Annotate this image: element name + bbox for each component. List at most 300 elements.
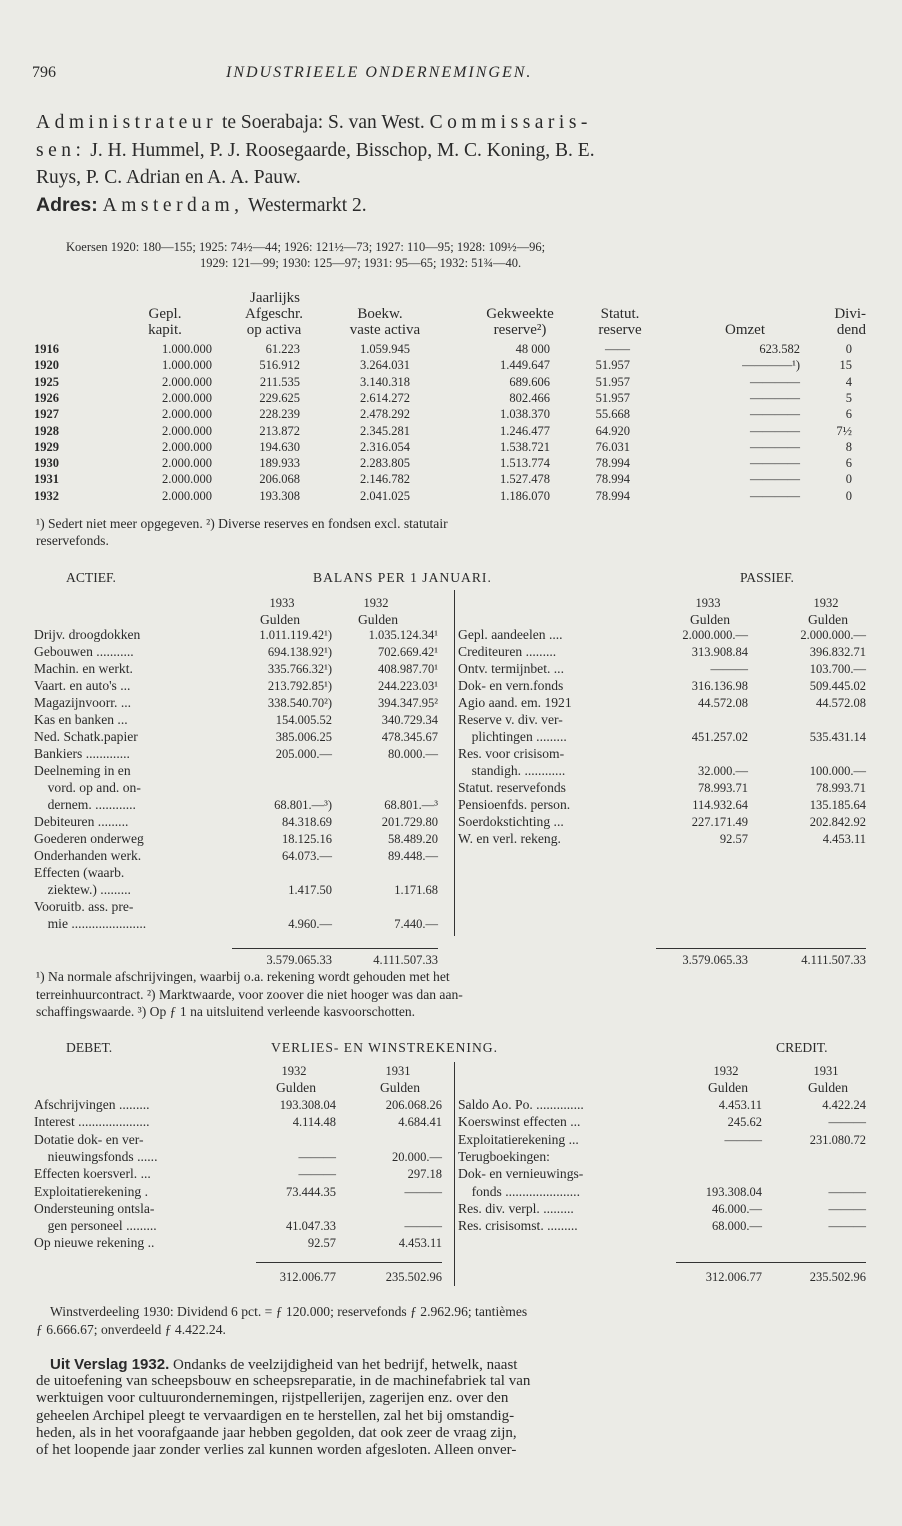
actief-item-label: Effecten (waarb. <box>34 865 125 880</box>
actief-item <box>34 644 224 660</box>
stats-boekw: 2.316.054 <box>360 439 410 454</box>
debet-item-label: Interest <box>34 1114 75 1130</box>
stats-statut: 78.994 <box>595 488 630 503</box>
credit-value-1931: 231.080.72 <box>809 1132 866 1147</box>
actief-total-rule <box>232 948 438 949</box>
actief-item-label: mie <box>34 916 68 931</box>
stats-gekweekte: 1.449.647 <box>500 358 550 373</box>
passief-value-1933: 316.136.98 <box>691 679 748 693</box>
leader-dots: ........... <box>92 644 134 659</box>
passief-item <box>458 661 658 677</box>
credit-label: CREDIT. <box>776 1040 828 1055</box>
stats-statut: 78.994 <box>595 472 630 487</box>
year-1933: 1933 <box>695 596 721 610</box>
stats-dividend: 0 <box>845 488 852 503</box>
debet-total-1931: 235.502.96 <box>385 1270 442 1284</box>
stats-dividend: 0 <box>845 342 852 356</box>
credit-value-1931: ——— <box>828 1115 866 1130</box>
intro-text: Ruys, P. C. Adrian en A. A. Pauw. <box>36 167 301 188</box>
debet-value-1932: 193.308.04 <box>279 1098 336 1112</box>
actief-value-1933: 64.073.— <box>282 849 332 863</box>
passief-value-1932: 44.572.08 <box>816 696 866 710</box>
leader-dots: ...................... <box>67 916 147 931</box>
passief-item <box>458 729 658 745</box>
stats-dividend: 15 <box>839 358 852 373</box>
credit-item-label: fonds <box>458 1183 502 1199</box>
actief-total-1932: 4.111.507.33 <box>373 953 438 967</box>
passief-item-label: Gepl. aandeelen <box>458 627 546 642</box>
actief-value-1933: 338.540.70²) <box>267 696 332 710</box>
credit-value-1932: ——— <box>724 1132 762 1147</box>
passief-item <box>458 712 658 728</box>
vw-divider <box>454 1062 455 1286</box>
stats-year: 1930 <box>34 456 59 471</box>
stats-afgeschr: 189.933 <box>259 456 300 471</box>
stats-omzet: ———— <box>750 407 800 422</box>
actief-item <box>34 661 224 677</box>
leader-dots: ... <box>117 695 132 710</box>
stats-boekw: 2.345.281 <box>360 423 410 438</box>
actief-item-label: ziektew.) <box>34 882 97 897</box>
balans-divider <box>454 590 455 936</box>
actief-value-1932: 408.987.70¹ <box>378 662 438 676</box>
credit-item <box>458 1218 688 1234</box>
intro-text: J. H. Hummel, P. J. Roosegaarde, Bisschop, M. C. Koning, B. E. <box>85 140 595 161</box>
actief-item <box>34 712 224 728</box>
leader-dots: .. <box>144 1235 155 1251</box>
passief-value-1932: 4.453.11 <box>822 832 866 846</box>
balans-title: BALANS PER 1 JANUARI. <box>313 570 492 585</box>
debet-value-1932: ——— <box>298 1149 336 1164</box>
debet-value-1932: 73.444.35 <box>286 1184 336 1199</box>
actief-total-1933: 3.579.065.33 <box>266 953 332 967</box>
debet-item-label: Exploitatierekening <box>34 1183 142 1199</box>
passief-item-label: Statut. reservefonds <box>458 780 566 795</box>
stats-afgeschr: 206.068 <box>259 472 300 487</box>
year-1932: 1932 <box>713 1064 739 1078</box>
leader-dots: .............. <box>532 1097 584 1112</box>
passief-total-1932: 4.111.507.33 <box>801 953 866 967</box>
leader-dots: ......... <box>522 644 557 659</box>
header-boekw: Boekw. <box>357 306 403 322</box>
passief-item <box>458 763 658 779</box>
header-op-activa: op activa <box>246 322 302 338</box>
stats-omzet: ———— <box>750 374 800 389</box>
stats-year: 1916 <box>34 342 59 356</box>
running-title: INDUSTRIEELE ONDERNEMINGEN. <box>226 64 533 81</box>
stats-statut: 78.994 <box>595 456 630 471</box>
debet-value-1931: ——— <box>404 1184 442 1199</box>
header-omzet: Omzet <box>725 322 765 338</box>
actief-item <box>34 831 224 847</box>
credit-value-1932: 46.000.— <box>712 1201 762 1216</box>
stats-gekweekte: 689.606 <box>509 374 550 389</box>
verslag-text-0: Ondanks de veelzijdigheid van het bedrijf, hetwelk, naast <box>169 1357 518 1373</box>
passief-item-label: Agio aand. em. 1921 <box>458 695 572 710</box>
credit-total-1932: 312.006.77 <box>705 1270 762 1284</box>
actief-item <box>34 797 224 813</box>
stats-kapit: 2.000.000 <box>162 390 212 405</box>
stats-year: 1925 <box>34 374 59 389</box>
passief-value-1932: 396.832.71 <box>809 645 866 659</box>
passief-item <box>458 644 658 660</box>
credit-item <box>458 1184 688 1200</box>
credit-item <box>458 1201 688 1217</box>
year-1932: 1932 <box>813 596 839 610</box>
stats-kapit: 2.000.000 <box>162 472 212 487</box>
stats-year: 1932 <box>34 488 59 503</box>
actief-value-1933: 694.138.92¹) <box>267 645 332 659</box>
vw-title: VERLIES- EN WINSTREKENING. <box>271 1040 498 1055</box>
leader-dots: ... <box>566 1114 581 1130</box>
debet-item <box>34 1132 260 1148</box>
debet-label: DEBET. <box>66 1040 113 1055</box>
passief-value-1933: 114.932.64 <box>692 798 748 812</box>
leader-dots: ... <box>550 661 564 676</box>
stats-year: 1931 <box>34 472 59 487</box>
stats-gekweekte: 1.186.070 <box>500 488 550 503</box>
passief-total-rule <box>656 948 866 949</box>
page-number: 796 <box>32 64 56 81</box>
debet-item <box>34 1166 260 1182</box>
passief-value-1932: 535.431.14 <box>809 730 866 744</box>
passief-value-1932: 202.842.92 <box>809 815 866 829</box>
stats-boekw: 2.614.272 <box>360 390 410 405</box>
stats-statut: —— <box>605 342 630 356</box>
passief-item <box>458 831 658 847</box>
stats-gekweekte: 1.538.721 <box>500 439 550 454</box>
credit-item <box>458 1166 688 1182</box>
stats-boekw: 2.283.805 <box>360 456 410 471</box>
stats-afgeschr: 516.912 <box>259 358 300 373</box>
verslag-line: geheelen Archipel pleegt te vervaardigen en te herstellen, zal het bij omstandig- <box>36 1407 515 1424</box>
passief-value-1932: 100.000.— <box>809 764 866 778</box>
actief-value-1933: 205.000.— <box>275 747 332 761</box>
actief-item-label: dernem. <box>34 797 92 812</box>
intro-line <box>36 112 592 134</box>
actief-item-label: vord. op and. on- <box>34 780 141 795</box>
actief-value-1932: 7.440.— <box>394 917 438 931</box>
stats-dividend: 8 <box>845 439 852 454</box>
stats-omzet: ———— <box>750 472 800 487</box>
balans-footnote-1: ¹) Na normale afschrijvingen, waarbij o.a. rekening wordt gehouden met het <box>36 969 450 984</box>
actief-value-1932: 80.000.— <box>388 747 438 761</box>
credit-value-1932: 193.308.04 <box>705 1184 762 1199</box>
leader-dots: ............. <box>82 746 130 761</box>
actief-value-1933: 154.005.52 <box>275 713 332 727</box>
stats-boekw: 3.140.318 <box>360 374 410 389</box>
intro-text: Adres: <box>36 194 98 216</box>
leader-dots: ......... <box>94 814 129 829</box>
intro-text: Administrateur <box>36 112 218 133</box>
currency: Gulden <box>689 612 731 627</box>
stats-gekweekte: 48 000 <box>515 342 550 356</box>
leader-dots: ... <box>114 712 128 727</box>
stats-dividend: 6 <box>845 456 852 471</box>
stats-kapit: 2.000.000 <box>162 423 212 438</box>
stats-omzet: ———— <box>750 423 800 438</box>
passief-value-1933: 227.171.49 <box>691 815 748 829</box>
actief-item <box>34 882 224 898</box>
passief-value-1932: 78.993.71 <box>816 781 866 795</box>
verslag-line: heden, als in het voorafgaande jaar hebben gegolden, dat ook zeer de vraag zijn, <box>36 1424 517 1441</box>
debet-value-1932: 4.114.48 <box>292 1115 336 1130</box>
leader-dots: ..................... <box>74 1114 150 1130</box>
header-gepl: Gepl. <box>148 306 182 322</box>
credit-item <box>458 1114 688 1130</box>
passief-item-label: Dok- en vern.fonds <box>458 678 564 693</box>
debet-value-1931: 4.684.41 <box>398 1115 442 1130</box>
actief-item <box>34 627 224 643</box>
credit-value-1932: 4.453.11 <box>718 1098 762 1112</box>
currency: Gulden <box>807 1080 849 1095</box>
passief-value-1933: 32.000.— <box>698 764 748 778</box>
credit-value-1931: ——— <box>828 1201 866 1216</box>
stats-statut: 51.957 <box>595 374 630 389</box>
credit-value-1931: ——— <box>828 1219 866 1234</box>
actief-item-label: Debiteuren <box>34 814 95 829</box>
actief-value-1933: 1.417.50 <box>288 883 332 897</box>
credit-item-label: Koerswinst effecten <box>458 1114 567 1130</box>
passief-value-1933: 78.993.71 <box>698 781 748 795</box>
debet-value-1931: 206.068.26 <box>385 1098 442 1112</box>
actief-value-1932: 58.489.20 <box>388 832 438 846</box>
passief-value-1932: 2.000.000.— <box>800 628 866 642</box>
credit-value-1931: 4.422.24 <box>822 1098 866 1112</box>
stats-kapit: 1.000.000 <box>162 358 212 373</box>
leader-dots: ... <box>565 1131 579 1147</box>
passief-value-1933: ——— <box>710 662 748 676</box>
stats-dividend: 5 <box>845 390 852 405</box>
header-gekweekte: Gekweekte <box>486 306 554 322</box>
actief-item <box>34 678 224 694</box>
actief-item-label: Vaart. en auto's <box>34 678 117 693</box>
stats-statut: 76.031 <box>595 439 630 454</box>
debet-item <box>34 1184 260 1200</box>
currency: Gulden <box>275 1080 317 1095</box>
leader-dots: .... <box>545 627 563 642</box>
stats-gekweekte: 1.038.370 <box>500 407 550 422</box>
verslag-line-0 <box>50 1356 517 1374</box>
debet-item <box>34 1097 260 1113</box>
credit-item <box>458 1097 688 1113</box>
header-reserve: reserve <box>598 322 642 338</box>
debet-value-1931: 20.000.— <box>392 1149 442 1164</box>
actief-value-1933: 1.011.119.42¹) <box>259 628 332 642</box>
stats-dividend: 6 <box>845 407 852 422</box>
stats-gekweekte: 1.513.774 <box>500 456 550 471</box>
intro-line <box>36 140 595 162</box>
debet-total-rule <box>256 1262 442 1263</box>
actief-item <box>34 695 224 711</box>
verslag-line: werktuigen voor cultuurondernemingen, rijstpellerijen, zagerijen enz. over den <box>36 1390 509 1407</box>
actief-value-1932: 1.171.68 <box>394 883 438 897</box>
intro-text: Amsterdam, <box>102 195 244 216</box>
credit-item-label: Dok- en vernieuwings- <box>458 1166 584 1182</box>
intro-text: Westermarkt 2. <box>243 195 367 216</box>
credit-item-label: Res. crisisomst. <box>458 1218 544 1234</box>
actief-value-1933: 213.792.85¹) <box>267 679 332 693</box>
stats-boekw: 2.478.292 <box>360 407 410 422</box>
actief-item-label: Goederen onderweg <box>34 831 144 846</box>
credit-item-label: Saldo Ao. Po. <box>458 1097 533 1112</box>
passief-value-1932: 103.700.— <box>809 662 866 676</box>
actief-item-label: Vooruitb. ass. pre- <box>34 899 134 914</box>
stats-omzet: ———— <box>750 439 800 454</box>
debet-value-1931: 297.18 <box>407 1167 442 1182</box>
actief-value-1932: 1.035.124.34¹ <box>368 628 438 642</box>
stats-afgeschr: 61.223 <box>265 342 300 356</box>
winstverdeeling-line-1: Winstverdeeling 1930: Dividend 6 pct. = ƒ 120.000; reservefonds ƒ 2.962.96; tantièmes <box>50 1304 528 1319</box>
actief-item-label: Kas en banken <box>34 712 115 727</box>
leader-dots: ... <box>116 678 131 693</box>
stats-afgeschr: 194.630 <box>259 439 300 454</box>
stats-kapit: 2.000.000 <box>162 439 212 454</box>
passief-item <box>458 797 658 813</box>
debet-item-label: gen personeel <box>34 1218 123 1234</box>
year-1932: 1932 <box>363 596 389 610</box>
stats-afgeschr: 193.308 <box>259 488 300 503</box>
passief-item-label: Pensioenfds. person. <box>458 797 571 812</box>
actief-item <box>34 916 224 932</box>
credit-value-1931: ——— <box>828 1184 866 1199</box>
year-1931: 1931 <box>813 1064 839 1078</box>
debet-item <box>34 1235 260 1251</box>
actief-value-1933: 84.318.69 <box>282 815 332 829</box>
actief-item <box>34 899 224 915</box>
leader-dots: ... <box>550 814 564 829</box>
currency: Gulden <box>259 612 301 627</box>
debet-item <box>34 1218 260 1234</box>
leader-dots: ......... <box>543 1218 578 1234</box>
actief-value-1932: 394.347.95² <box>378 696 438 710</box>
credit-item-label: Res. div. verpl. <box>458 1200 540 1216</box>
balans-footnote-3: schaffingswaarde. ³) Op ƒ 1 na uitsluitend verleende kasvoorschotten. <box>36 1004 416 1019</box>
passief-total-1933: 3.579.065.33 <box>682 953 748 967</box>
credit-item <box>458 1149 688 1165</box>
debet-value-1931: ——— <box>404 1219 442 1234</box>
passief-item-label: W. en verl. rekeng. <box>458 831 561 846</box>
passief-item-label: plichtingen <box>458 729 533 744</box>
credit-item-label: Exploitatierekening <box>458 1131 566 1147</box>
actief-value-1933: 385.006.25 <box>275 730 332 744</box>
actief-item-label: Bankiers <box>34 746 83 761</box>
passief-item <box>458 627 658 643</box>
header-dend: dend <box>836 322 866 338</box>
verslag-line: of het loopende jaar zonder verlies zal kunnen worden afgesloten. Alleen onver- <box>36 1442 517 1458</box>
actief-value-1932: 89.448.— <box>388 849 438 863</box>
actief-item-label: Onderhanden werk. <box>34 848 142 863</box>
actief-item <box>34 746 224 762</box>
stats-kapit: 2.000.000 <box>162 374 212 389</box>
currency: Gulden <box>379 1080 421 1095</box>
passief-item <box>458 780 658 796</box>
passief-item-label: standigh. <box>458 763 522 778</box>
actief-item-label: Drijv. droogdokken <box>34 627 141 642</box>
header-kapit: kapit. <box>148 322 182 338</box>
year-1933: 1933 <box>269 596 295 610</box>
passief-item-label: Soerdokstichting <box>458 814 551 829</box>
leader-dots: ......... <box>96 882 131 897</box>
stats-footnote-2: reservefonds. <box>36 533 109 548</box>
credit-total-rule <box>676 1262 866 1263</box>
debet-item <box>34 1114 260 1130</box>
stats-dividend: 0 <box>845 472 852 487</box>
stats-boekw: 2.146.782 <box>360 472 410 487</box>
leader-dots: ......... <box>115 1097 150 1112</box>
stats-gekweekte: 1.246.477 <box>500 423 550 438</box>
debet-value-1931: 4.453.11 <box>398 1236 442 1251</box>
actief-item <box>34 729 224 745</box>
koersen-line-1: Koersen 1920: 180—155; 1925: 74½—44; 1926: 121½—73; 1927: 110—95; 1928: 109½—96; <box>66 240 546 254</box>
stats-afgeschr: 228.239 <box>259 407 300 422</box>
intro-text: Commissaris- <box>429 112 592 133</box>
passief-item <box>458 695 658 711</box>
debet-item <box>34 1201 260 1217</box>
actief-value-1933: 335.766.32¹) <box>267 662 332 676</box>
stats-year: 1929 <box>34 439 59 454</box>
stats-statut: 55.668 <box>595 407 630 422</box>
stats-omzet: 623.582 <box>759 342 800 356</box>
actief-item <box>34 865 224 881</box>
intro-text: te Soerabaja: S. van West. <box>217 112 430 133</box>
verslag-line: de uitoefening van scheepsbouw en scheepsreparatie, in de machinefabriek tal van <box>36 1373 531 1390</box>
debet-item-label: Op nieuwe rekening <box>34 1235 145 1251</box>
stats-omzet: ———— <box>750 456 800 471</box>
actief-value-1932: 201.729.80 <box>381 815 438 829</box>
stats-year: 1928 <box>34 423 59 438</box>
actief-value-1933: 68.801.—³) <box>274 798 332 812</box>
leader-dots: ............ <box>91 797 136 812</box>
credit-item-label: Terugboekingen: <box>458 1148 550 1164</box>
stats-afgeschr: 229.625 <box>259 390 300 405</box>
passief-value-1933: 313.908.84 <box>691 645 748 659</box>
stats-omzet: ———— <box>750 488 800 503</box>
actief-label: ACTIEF. <box>66 570 116 585</box>
stats-boekw: 3.264.031 <box>360 358 410 373</box>
currency: Gulden <box>707 1080 749 1095</box>
leader-dots: ......... <box>539 1200 574 1216</box>
passief-value-1932: 509.445.02 <box>809 679 866 693</box>
stats-afgeschr: 213.872 <box>259 423 300 438</box>
passief-item-label: Reserve v. div. ver- <box>458 712 563 727</box>
actief-item <box>34 780 224 796</box>
header-reserve2: reserve²) <box>493 322 547 338</box>
year-1932: 1932 <box>281 1064 307 1078</box>
stats-boekw: 2.041.025 <box>360 488 410 503</box>
header-statut: Statut. <box>600 306 640 322</box>
actief-item-label: Deelneming in en <box>34 763 131 778</box>
debet-item <box>34 1149 260 1165</box>
stats-statut: 51.957 <box>595 358 630 373</box>
passief-item-label: Ontv. termijnbet. <box>458 661 551 676</box>
stats-kapit: 2.000.000 <box>162 407 212 422</box>
actief-value-1932: 244.223.03¹ <box>378 679 438 693</box>
debet-item-label: Afschrijvingen <box>34 1097 116 1112</box>
debet-value-1932: 41.047.33 <box>286 1219 336 1234</box>
credit-total-1931: 235.502.96 <box>809 1270 866 1284</box>
actief-item <box>34 763 224 779</box>
stats-omzet: ————¹) <box>742 358 800 373</box>
stats-gekweekte: 802.466 <box>509 390 550 405</box>
leader-dots: ... <box>137 1166 151 1182</box>
passief-item <box>458 746 658 762</box>
header-divi: Divi- <box>834 306 866 322</box>
actief-item <box>34 814 224 830</box>
stats-kapit: 1.000.000 <box>162 342 212 356</box>
winstverdeeling-line-2: ƒ 6.666.67; onverdeeld ƒ 4.422.24. <box>36 1322 226 1337</box>
stats-dividend: 7½ <box>836 423 852 438</box>
